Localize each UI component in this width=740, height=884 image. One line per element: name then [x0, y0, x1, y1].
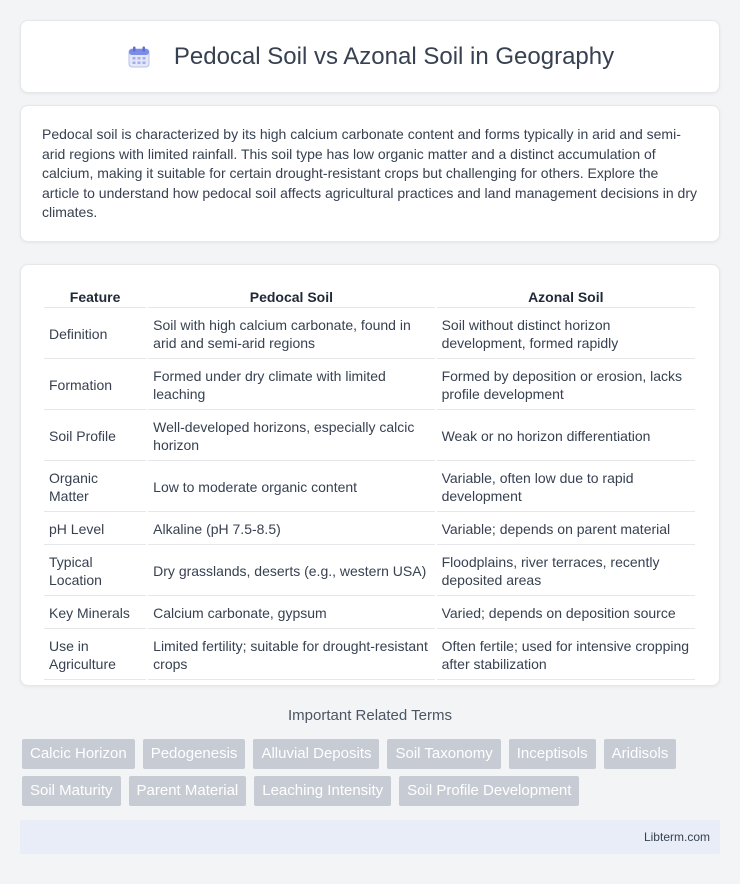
- tag-soil-maturity[interactable]: Soil Maturity: [22, 776, 121, 806]
- feature-cell: Organic Matter: [44, 463, 146, 512]
- table-row: [44, 310, 695, 359]
- tag-parent-material[interactable]: Parent Material: [129, 776, 247, 806]
- comparison-table-card: [20, 264, 720, 686]
- footer: [20, 820, 720, 854]
- tag-alluvial-deposits[interactable]: Alluvial Deposits: [253, 739, 379, 769]
- table-row: [44, 361, 695, 410]
- calendar-icon: [126, 44, 152, 70]
- header-card: [20, 20, 720, 93]
- pedocal-cell: Calcium carbonate, gypsum: [148, 598, 434, 629]
- footer-site-link[interactable]: Libterm.com: [643, 830, 710, 844]
- pedocal-cell: Formed under dry climate with limited leaching: [148, 361, 434, 410]
- intro-text: Pedocal soil is characterized by its high calcium carbonate content and forms typically in arid and semi-arid regions with limited rainfall. This soil type has low organic matter and a distinct accumulation of calcium, making it suitable for certain drought-resistant crops but challenging for others. Explore the article to understand how pedocal soil affects agricultural practices and land management decisions in dry climates.: [42, 126, 697, 221]
- column-header-azonal: Azonal Soil: [437, 287, 695, 308]
- feature-cell: Formation: [44, 361, 146, 410]
- azonal-cell: Formed by deposition or erosion, lacks profile development: [437, 361, 695, 410]
- tag-leaching-intensity[interactable]: Leaching Intensity: [254, 776, 391, 806]
- feature-cell: pH Level: [44, 514, 146, 545]
- tag-pedogenesis[interactable]: Pedogenesis: [143, 739, 246, 769]
- azonal-cell: Varied; depends on deposition source: [437, 598, 695, 629]
- azonal-cell: Variable, often low due to rapid development: [437, 463, 695, 512]
- pedocal-cell: Dry grasslands, deserts (e.g., western USA): [148, 547, 434, 596]
- feature-cell: Typical Location: [44, 547, 146, 596]
- intro-card: [20, 105, 720, 242]
- table-row: [44, 631, 695, 680]
- table-row: [44, 514, 695, 545]
- related-terms-list: [22, 739, 722, 806]
- pedocal-cell: Soil with high calcium carbonate, found in arid and semi-arid regions: [148, 310, 434, 359]
- feature-cell: Soil Profile: [44, 412, 146, 461]
- tag-aridisols[interactable]: Aridisols: [604, 739, 677, 769]
- azonal-cell: Weak or no horizon differentiation: [437, 412, 695, 461]
- page-title: Pedocal Soil vs Azonal Soil in Geography: [173, 42, 615, 70]
- pedocal-cell: Limited fertility; suitable for drought-resistant crops: [148, 631, 434, 680]
- feature-cell: Use in Agriculture: [44, 631, 146, 680]
- column-header-pedocal: Pedocal Soil: [148, 287, 434, 308]
- azonal-cell: Soil without distinct horizon development, formed rapidly: [437, 310, 695, 359]
- pedocal-cell: Alkaline (pH 7.5-8.5): [148, 514, 434, 545]
- tag-inceptisols[interactable]: Inceptisols: [509, 739, 596, 769]
- column-header-feature: Feature: [44, 287, 146, 308]
- table-header-row: [44, 287, 695, 308]
- related-terms-title: Important Related Terms: [288, 707, 452, 724]
- comparison-table: [42, 285, 697, 682]
- pedocal-cell: Well-developed horizons, especially calcic horizon: [148, 412, 434, 461]
- feature-cell: Definition: [44, 310, 146, 359]
- table-row: [44, 463, 695, 512]
- pedocal-cell: Low to moderate organic content: [148, 463, 434, 512]
- table-row: [44, 412, 695, 461]
- tag-soil-taxonomy[interactable]: Soil Taxonomy: [387, 739, 500, 769]
- table-row: [44, 547, 695, 596]
- azonal-cell: Often fertile; used for intensive cropping after stabilization: [437, 631, 695, 680]
- azonal-cell: Floodplains, river terraces, recently deposited areas: [437, 547, 695, 596]
- tag-soil-profile-development[interactable]: Soil Profile Development: [399, 776, 579, 806]
- tag-calcic-horizon[interactable]: Calcic Horizon: [22, 739, 135, 769]
- table-row: [44, 598, 695, 629]
- azonal-cell: Variable; depends on parent material: [437, 514, 695, 545]
- feature-cell: Key Minerals: [44, 598, 146, 629]
